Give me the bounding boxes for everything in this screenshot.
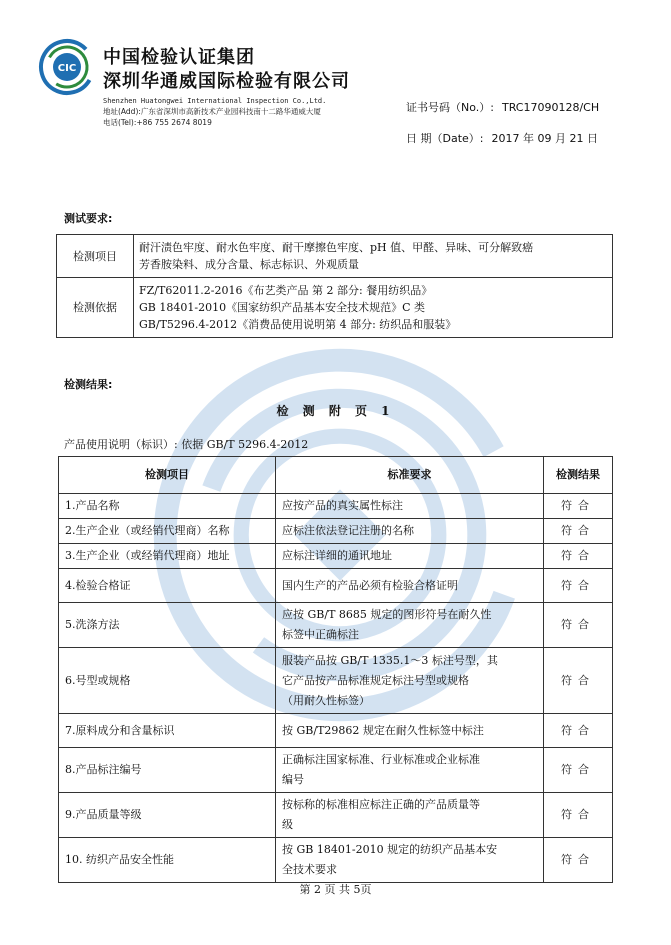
results-table xyxy=(58,456,613,883)
req-line: FZ/T62011.2-2016《布艺类产品 第 2 部分: 餐用纺织品》 xyxy=(139,284,433,297)
row-item: 6.号型或规格 xyxy=(59,648,276,714)
requirement-line: 应按产品的真实属性标注 xyxy=(282,499,403,512)
org-name-cn: 中国检验认证集团 xyxy=(103,47,255,68)
row-item: 3.生产企业（或经销代理商）地址 xyxy=(59,544,276,569)
row-item: 7.原料成分和含量标识 xyxy=(59,714,276,748)
row-requirement xyxy=(276,519,544,544)
req-row-items xyxy=(57,235,613,278)
row-requirement xyxy=(276,838,544,883)
req-value xyxy=(134,278,613,338)
row-result: 符合 xyxy=(544,793,613,838)
requirement-line: 按 GB/T29862 规定在耐久性标签中标注 xyxy=(282,723,484,737)
row-item: 5.洗涤方法 xyxy=(59,603,276,648)
row-result: 符合 xyxy=(544,603,613,648)
date-label: 日 期（Date）: xyxy=(406,132,484,145)
table-row xyxy=(59,748,613,793)
req-line: GB/T5296.4-2012《消费品使用说明第 4 部分: 纺织品和服装》 xyxy=(139,318,457,331)
column-header-requirement: 标准要求 xyxy=(276,457,544,494)
requirement-line: 编号 xyxy=(282,773,304,786)
row-requirement xyxy=(276,648,544,714)
table-row xyxy=(59,793,613,838)
requirement-line: 应标注详细的通讯地址 xyxy=(282,549,392,562)
row-result: 符合 xyxy=(544,544,613,569)
row-result: 符合 xyxy=(544,648,613,714)
row-requirement xyxy=(276,494,544,519)
req-row-basis xyxy=(57,278,613,338)
cert-no-value: TRC17090128/CH xyxy=(501,101,600,114)
requirement-line: （用耐久性标签） xyxy=(282,693,370,707)
table-row xyxy=(59,544,613,569)
requirement-line: 按 GB 18401-2010 规定的纺织产品基本安 xyxy=(282,843,498,856)
row-item: 9.产品质量等级 xyxy=(59,793,276,838)
table-row xyxy=(59,569,613,603)
results-header-row xyxy=(59,457,613,494)
logo-text: CIC xyxy=(57,63,77,74)
test-requirements-table xyxy=(56,234,613,338)
requirement-line: 国内生产的产品必须有检验合格证明 xyxy=(282,578,458,592)
row-result: 符合 xyxy=(544,519,613,544)
company-address: 地址(Add):广东省深圳市高新技术产业园科技南十二路华通威大厦 xyxy=(103,107,321,116)
results-heading: 检测结果: xyxy=(64,378,113,391)
page-number: 第 2 页 共 5页 xyxy=(299,883,372,896)
cert-no-label: 证书号码（No.）: xyxy=(406,101,494,114)
table-row xyxy=(59,519,613,544)
company-name-cn: 深圳华通威国际检验有限公司 xyxy=(103,71,350,92)
usage-instructions-line: 产品使用说明（标识）: 依据 GB/T 5296.4-2012 xyxy=(64,438,309,451)
company-phone: 电话(Tel):+86 755 2674 8019 xyxy=(103,118,212,127)
requirement-line: 服装产品按 GB/T 1335.1～3 标注号型，其 xyxy=(282,653,498,667)
row-item: 4.检验合格证 xyxy=(59,569,276,603)
req-value xyxy=(134,235,613,278)
row-requirement xyxy=(276,603,544,648)
company-name-en: Shenzhen Huatongwei International Inspection Co.,Ltd. xyxy=(103,97,327,105)
organization-block xyxy=(103,47,350,128)
row-item: 2.生产企业（或经销代理商）名称 xyxy=(59,519,276,544)
requirement-line: 正确标注国家标准、行业标准或企业标准 xyxy=(282,753,480,766)
row-result: 符合 xyxy=(544,494,613,519)
row-requirement xyxy=(276,569,544,603)
req-line: GB 18401-2010《国家纺织产品基本安全技术规范》C 类 xyxy=(139,301,425,314)
cic-logo xyxy=(38,38,96,96)
date-value: 2017 年 09 月 21 日 xyxy=(491,132,598,145)
test-requirements-heading: 测试要求: xyxy=(64,212,113,225)
row-result: 符合 xyxy=(544,838,613,883)
req-key: 检测依据 xyxy=(57,278,134,338)
requirement-line: 级 xyxy=(282,818,293,831)
req-line: 耐汗渍色牢度、耐水色牢度、耐干摩擦色牢度、pH 值、甲醛、异味、可分解致癌 xyxy=(139,241,534,254)
attachment-title: 检 测 附 页 1 xyxy=(276,404,395,418)
table-row xyxy=(59,494,613,519)
certificate-info xyxy=(406,98,599,160)
requirement-line: 应按 GB/T 8685 规定的图形符号在耐久性 xyxy=(282,608,492,621)
req-line: 芳香胺染料、成分含量、标志标识、外观质量 xyxy=(139,258,359,271)
row-requirement xyxy=(276,793,544,838)
row-item: 8.产品标注编号 xyxy=(59,748,276,793)
requirement-line: 应标注依法登记注册的名称 xyxy=(282,524,414,537)
row-item: 10. 纺织产品安全性能 xyxy=(59,838,276,883)
req-key: 检测项目 xyxy=(57,235,134,278)
row-result: 符合 xyxy=(544,569,613,603)
row-result: 符合 xyxy=(544,748,613,793)
row-result: 符合 xyxy=(544,714,613,748)
cic-logo-icon xyxy=(38,38,96,96)
requirement-line: 全技术要求 xyxy=(282,863,337,876)
row-requirement xyxy=(276,748,544,793)
table-row xyxy=(59,838,613,883)
table-row xyxy=(59,648,613,714)
requirement-line: 它产品按产品标准规定标注号型或规格 xyxy=(282,673,469,687)
column-header-item: 检测项目 xyxy=(59,457,276,494)
table-row xyxy=(59,714,613,748)
cert-no-row xyxy=(406,98,599,118)
table-row xyxy=(59,603,613,648)
column-header-result: 检测结果 xyxy=(544,457,613,494)
requirement-line: 按标称的标准相应标注正确的产品质量等 xyxy=(282,798,480,811)
requirement-line: 标签中正确标注 xyxy=(282,628,359,641)
row-requirement xyxy=(276,714,544,748)
date-row xyxy=(406,129,599,149)
row-requirement xyxy=(276,544,544,569)
row-item: 1.产品名称 xyxy=(59,494,276,519)
